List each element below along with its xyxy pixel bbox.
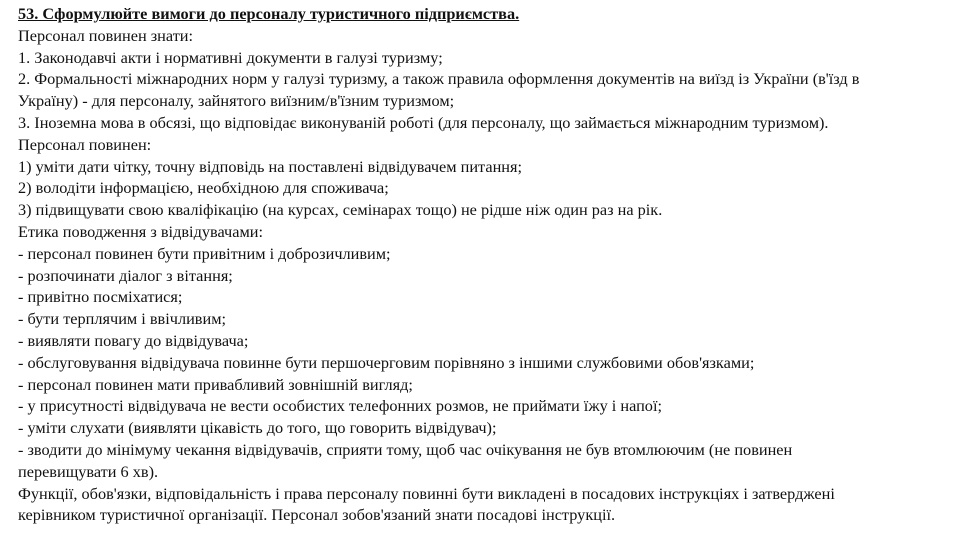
text-line: 1) уміти дати чітку, точну відповідь на поставлені відвідувачем питання; xyxy=(18,156,523,176)
text-line: 2) володіти інформацією, необхідною для споживача; xyxy=(18,178,389,198)
text-line: - уміти слухати (виявляти цікавість до того, що говорить відвідувач); xyxy=(18,418,497,438)
text-line: - бути терплячим і ввічливим; xyxy=(18,309,227,329)
text-line: керівником туристичної організації. Персонал зобов'язаний знати посадові інструкції. xyxy=(18,505,616,525)
text-line: - персонал повинен бути привітним і доброзичливим; xyxy=(18,243,391,263)
text-line: - обслуговування відвідувача повинне бути першочерговим порівняно з іншими службовими обов'язками; xyxy=(18,352,755,372)
text-line: Етика поводження з відвідувачами: xyxy=(18,221,263,241)
text-line: - персонал повинен мати привабливий зовнішній вигляд; xyxy=(18,374,413,394)
text-line: - у присутності відвідувача не вести особистих телефонних розмов, не приймати їжу і напої; xyxy=(18,396,662,416)
document-title: 53. Сформулюйте вимоги до персоналу туристичного підприємства. xyxy=(18,4,520,23)
text-line: 1. Законодавчі акти і нормативні документи в галузі туризму; xyxy=(18,47,443,67)
text-line: - розпочинати діалог з вітання; xyxy=(18,265,233,285)
text-line: Персонал повинен: xyxy=(18,134,152,154)
text-line: Україну) - для персоналу, зайнятого виїзним/в'їзним туризмом; xyxy=(18,91,455,111)
text-line: Функції, обов'язки, відповідальність і права персоналу повинні бути викладені в посадових інструкціях і затверджені xyxy=(18,483,835,503)
text-line: 3. Іноземна мова в обсязі, що відповідає виконуваній роботі (для персоналу, що займається міжнародним туризмом). xyxy=(18,112,829,132)
document-text xyxy=(18,25,958,526)
text-line: 3) підвищувати свою кваліфікацію (на курсах, семінарах тощо) не рідше ніж один раз на рік. xyxy=(18,200,663,220)
text-line: - привітно посміхатися; xyxy=(18,287,183,307)
text-line: Персонал повинен знати: xyxy=(18,25,194,45)
text-line: - зводити до мінімуму чекання відвідувачів, сприяти тому, щоб час очікування не був втомлюючим (не повинен xyxy=(18,439,793,459)
text-line: - виявляти повагу до відвідувача; xyxy=(18,330,249,350)
text-line: 2. Формальності міжнародних норм у галузі туризму, а також правила оформлення документів на виїзд із України (в'їзд в xyxy=(18,69,860,89)
document-body xyxy=(18,3,958,526)
text-line: перевищувати 6 хв). xyxy=(18,461,159,481)
